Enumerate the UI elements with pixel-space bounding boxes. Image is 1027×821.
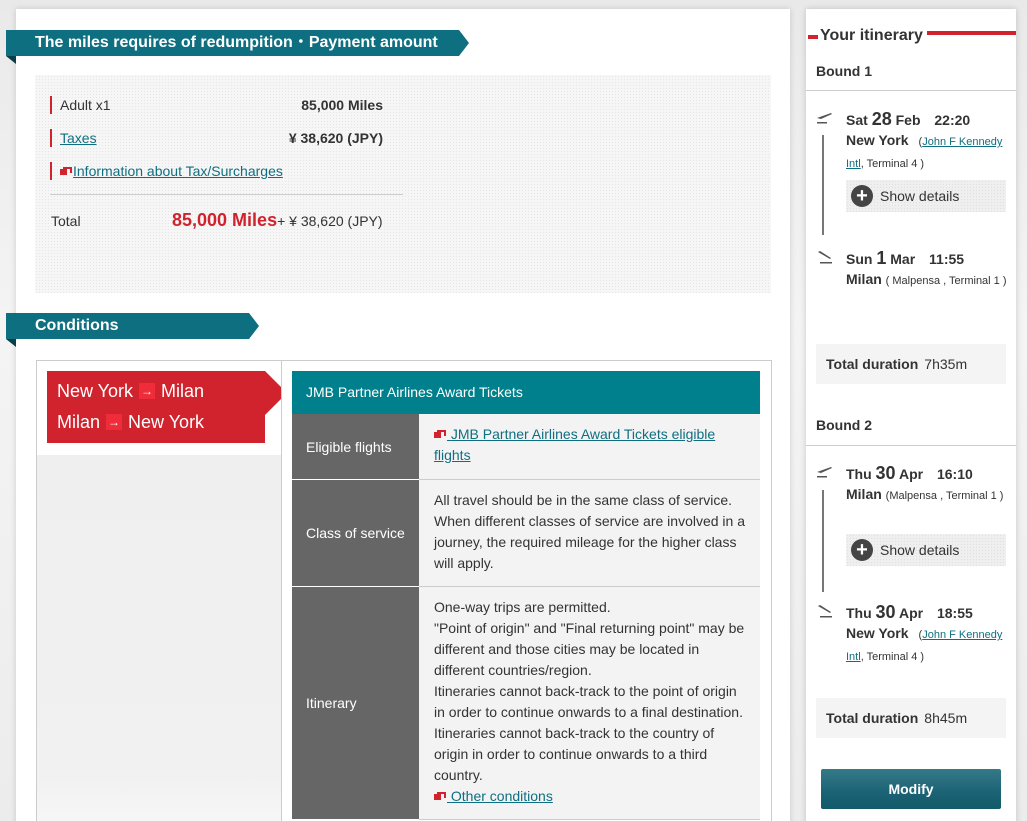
itinerary-rule: Itineraries cannot back-track to the country of origin in order to continue onwards to a third country.: [434, 725, 715, 783]
total-taxes: + ¥ 38,620 (JPY): [277, 213, 383, 229]
city: Milan: [846, 271, 882, 287]
route-to: New York: [128, 412, 205, 432]
total-miles: 85,000 Miles: [172, 210, 278, 230]
title-accent-left: [808, 35, 818, 39]
conditions-table-header: JMB Partner Airlines Award Tickets: [292, 371, 760, 414]
fare-label-adult: Adult x1: [60, 97, 111, 113]
conditions-value: [419, 587, 760, 819]
departure-date: [846, 109, 1011, 130]
bound-2-duration: [816, 698, 1006, 738]
route-line-outbound: [57, 379, 204, 403]
route-line-return: [57, 410, 204, 434]
time: 18:55: [936, 605, 973, 621]
other-conditions-link[interactable]: [434, 788, 553, 804]
section-title-payment: The miles requires of redumpition・Payment amount: [6, 30, 459, 56]
conditions-value: All travel should be in the same class of service. When different classes of service are involved in a journey, the required mileage for the higher class will apply.: [419, 480, 760, 586]
conditions-key: Class of service: [292, 480, 419, 587]
route-tab-active[interactable]: [47, 371, 265, 443]
airport: ( Malpensa , Terminal 1 ): [885, 275, 1007, 287]
conditions-key: Itinerary: [292, 587, 419, 820]
landing-icon: [816, 250, 834, 264]
city: New York: [846, 132, 909, 148]
bound-2-title: Bound 2: [816, 417, 872, 433]
eligible-flights-label: JMB Partner Airlines Award Tickets eligible flights: [434, 426, 716, 463]
takeoff-icon: [816, 464, 834, 478]
show-details-button[interactable]: [846, 180, 1006, 212]
section-title-conditions: Conditions: [6, 313, 249, 339]
airport-link[interactable]: John F Kennedy Intl: [846, 136, 1003, 170]
weekday: Sun: [846, 251, 873, 267]
bound-divider: [806, 445, 1016, 446]
departure-location: [846, 484, 1011, 506]
itinerary-rule: "Point of origin" and "Final returning point" may be different and those cities may be located in different countries/region.: [434, 620, 745, 678]
duration-label: Total duration: [826, 356, 919, 372]
terminal: , Terminal 4 ): [860, 158, 925, 170]
conditions-value: [419, 414, 760, 479]
arrival-date: [846, 602, 1011, 623]
title-accent-right: [927, 31, 1016, 35]
main-panel: [16, 9, 790, 821]
total-label: Total: [51, 213, 81, 229]
external-link-icon: [434, 430, 444, 438]
total-value: [172, 210, 383, 231]
bound-1-title: Bound 1: [816, 63, 872, 79]
external-link-icon: [60, 167, 70, 175]
takeoff-icon: [816, 110, 834, 124]
tax-surcharge-info-link[interactable]: [60, 163, 283, 179]
show-details-label: Show details: [880, 188, 960, 204]
itinerary-rule: Itineraries cannot back-track to the point of origin in order to continue onwards to a final destination.: [434, 683, 743, 720]
day: 30: [875, 602, 896, 622]
route-from: Milan: [57, 412, 101, 432]
bound-2-departure: [846, 463, 1011, 506]
itinerary-sidebar: [806, 9, 1016, 821]
other-conditions-label: Other conditions: [450, 788, 553, 804]
route-tabs-filler: [36, 455, 282, 821]
landing-icon: [816, 604, 834, 618]
itinerary-rule: One-way trips are permitted.: [434, 599, 611, 615]
month: Apr: [898, 466, 924, 482]
timeline-line: [822, 490, 824, 592]
eligible-flights-link[interactable]: [434, 426, 715, 463]
paren: (: [918, 629, 923, 641]
day: 28: [871, 109, 892, 129]
plus-icon: +: [851, 539, 873, 561]
weekday: Thu: [846, 466, 872, 482]
arrow-right-icon: →: [108, 415, 121, 429]
fare-value-miles: 85,000 Miles: [301, 97, 383, 113]
conditions-key: Eligible flights: [292, 414, 419, 480]
airport-link[interactable]: John F Kennedy Intl: [846, 629, 1003, 663]
bound-divider: [806, 90, 1016, 91]
time: 22:20: [934, 112, 971, 128]
month: Mar: [890, 251, 916, 267]
bound-1-duration: [816, 344, 1006, 384]
month: Feb: [895, 112, 921, 128]
conditions-table: [292, 414, 760, 820]
airport: (Malpensa , Terminal 1 ): [885, 490, 1004, 502]
fare-row-adult: [50, 96, 383, 114]
bound-2-arrival: [846, 602, 1011, 667]
show-details-label: Show details: [880, 542, 960, 558]
tax-surcharge-info-label: Information about Tax/Surcharges: [73, 163, 283, 179]
time: 16:10: [936, 466, 973, 482]
plus-icon: +: [851, 185, 873, 207]
taxes-link[interactable]: Taxes: [60, 130, 97, 146]
arrival-date: [846, 248, 1011, 269]
route-from: New York: [57, 381, 134, 401]
duration-value: 8h45m: [924, 710, 968, 726]
fare-row-tax-info: [50, 162, 383, 180]
arrival-location: [846, 623, 1011, 667]
weekday: Thu: [846, 605, 872, 621]
arrow-right-icon: →: [141, 384, 154, 398]
day: 30: [875, 463, 896, 483]
route-to: Milan: [161, 381, 205, 401]
modify-button[interactable]: Modify: [821, 769, 1001, 809]
itinerary-title: [806, 26, 1016, 46]
show-details-button[interactable]: [846, 534, 1006, 566]
itinerary-title-text: Your itinerary: [820, 27, 923, 44]
fare-value-taxes: ¥ 38,620 (JPY): [288, 130, 383, 146]
conditions-row-itinerary: [292, 587, 760, 820]
conditions-row-class-of-service: [292, 480, 760, 587]
timeline-line: [822, 135, 824, 235]
weekday: Sat: [846, 112, 868, 128]
city: Milan: [846, 486, 882, 502]
fare-divider: [50, 194, 403, 195]
external-link-icon: [434, 792, 444, 800]
month: Apr: [898, 605, 924, 621]
departure-location: [846, 130, 1011, 174]
departure-date: [846, 463, 1011, 484]
conditions-row-eligible-flights: [292, 414, 760, 480]
paren: (: [918, 136, 923, 148]
duration-label: Total duration: [826, 710, 919, 726]
duration-value: 7h35m: [924, 356, 968, 372]
city: New York: [846, 625, 909, 641]
bound-1-departure: [846, 109, 1011, 174]
fare-summary-box: [35, 75, 771, 293]
terminal: , Terminal 4 ): [860, 651, 925, 663]
bound-1-arrival: [846, 248, 1011, 291]
arrival-location: [846, 269, 1011, 291]
fare-row-taxes: [50, 129, 383, 147]
time: 11:55: [929, 251, 965, 267]
day: 1: [876, 248, 887, 268]
